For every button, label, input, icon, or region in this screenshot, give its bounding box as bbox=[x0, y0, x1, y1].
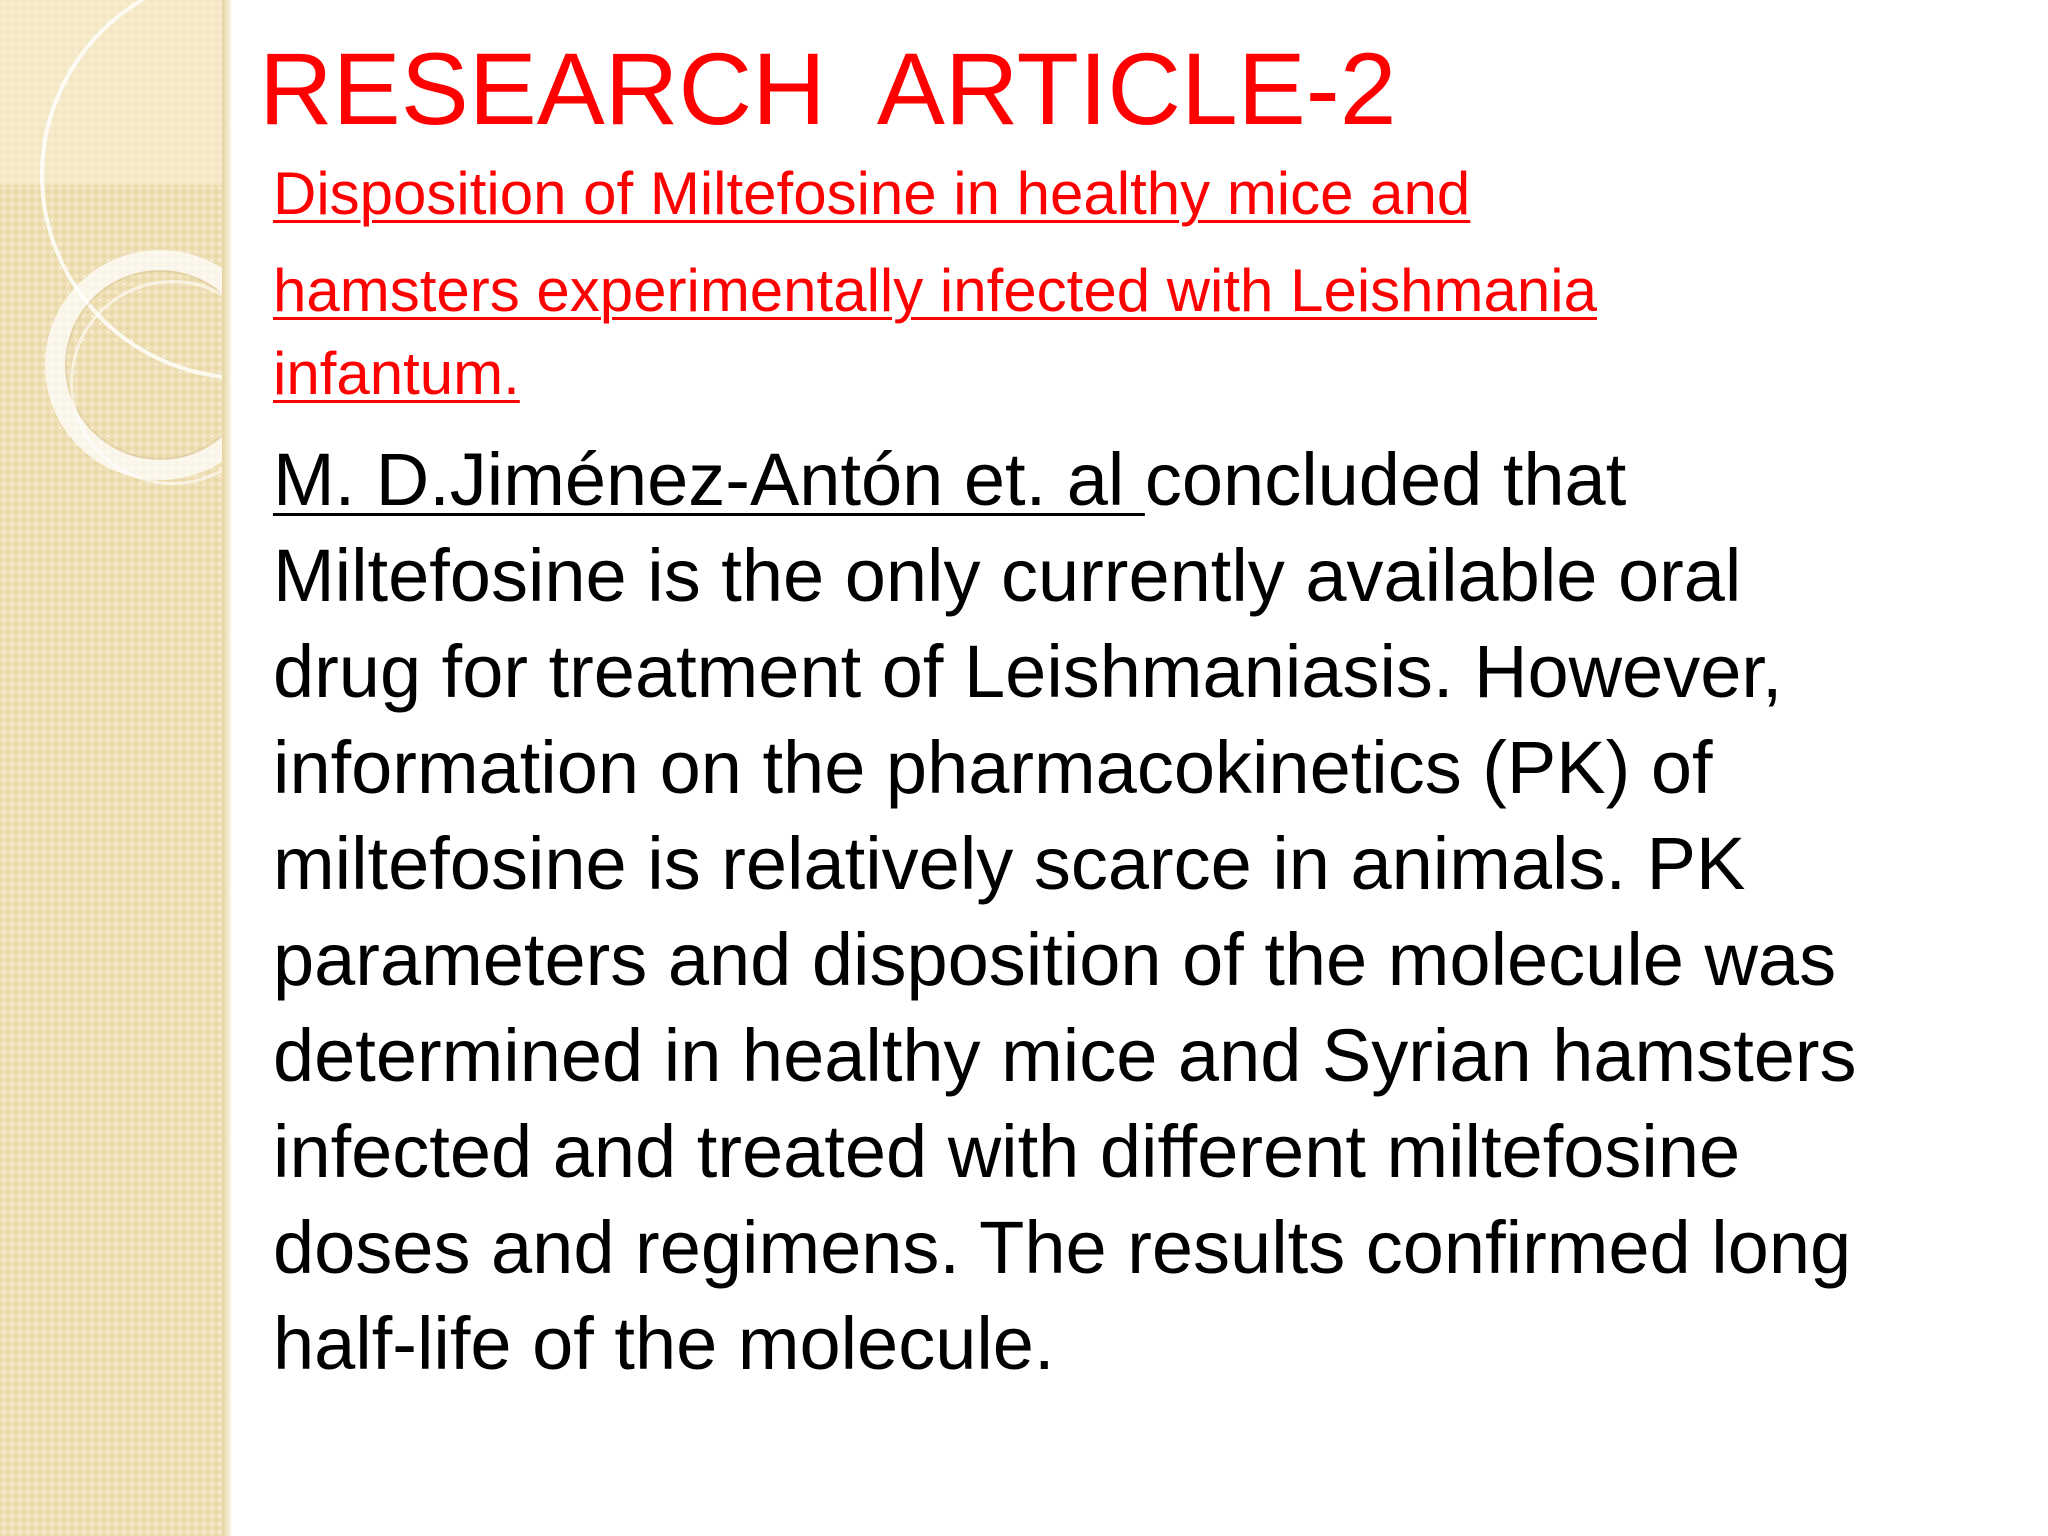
article-title-line: infantum. bbox=[273, 340, 520, 407]
sidebar-edge bbox=[222, 0, 232, 1536]
summary-line: Miltefosine is the only currently available oral bbox=[273, 534, 1742, 617]
decorative-sidebar bbox=[0, 0, 228, 1536]
summary-line-text: concluded that bbox=[1144, 438, 1627, 521]
summary-line: drug for treatment of Leishmaniasis. However, bbox=[273, 630, 1783, 713]
article-title-line: hamsters experimentally infected with Leishmania bbox=[273, 257, 1597, 324]
article-summary bbox=[273, 432, 2013, 1392]
article-title bbox=[273, 158, 1933, 410]
summary-line bbox=[273, 432, 2013, 528]
slide-title: RESEARCH ARTICLE-2 bbox=[259, 32, 1397, 146]
summary-line: parameters and disposition of the molecule was bbox=[273, 918, 1837, 1001]
summary-line: infected and treated with different miltefosine bbox=[273, 1110, 1741, 1193]
summary-line: miltefosine is relatively scarce in animals. PK bbox=[273, 822, 1746, 905]
summary-line: half-life of the molecule. bbox=[273, 1302, 1055, 1385]
summary-line: information on the pharmacokinetics (PK) of bbox=[273, 726, 1713, 809]
summary-line: determined in healthy mice and Syrian hamsters bbox=[273, 1014, 1857, 1097]
article-title-line: Disposition of Miltefosine in healthy mice and bbox=[273, 160, 1471, 227]
author-name: M. D.Jiménez-Antón et. al bbox=[273, 438, 1145, 521]
summary-line: doses and regimens. The results confirmed long bbox=[273, 1206, 1852, 1289]
